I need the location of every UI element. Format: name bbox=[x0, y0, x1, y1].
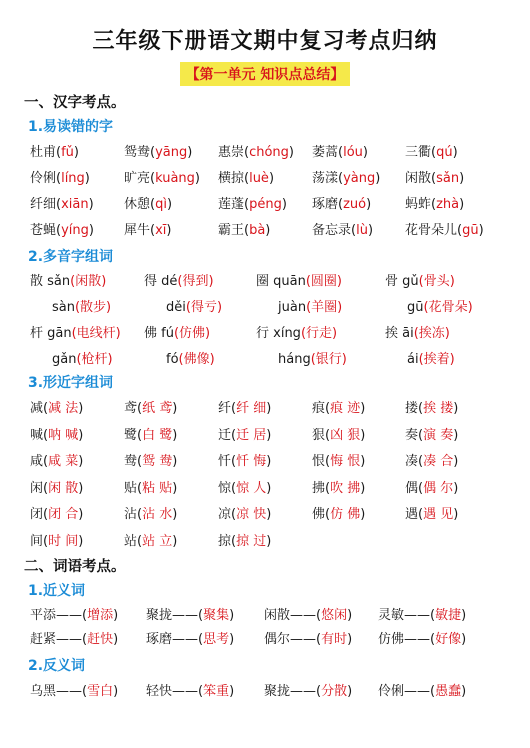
similar-chars-item: 纤(纤 细) bbox=[218, 401, 272, 416]
easy-misread-item: 杜甫(fǔ) bbox=[30, 145, 79, 160]
polyphonic-item: 杆 gān(电线杆) bbox=[30, 326, 121, 341]
section-heading-words: 二、词语考点。 bbox=[24, 559, 126, 575]
subheading-easy-misread: 1.易读错的字 bbox=[28, 119, 114, 135]
similar-chars-item: 咸(咸 菜) bbox=[30, 454, 84, 469]
similar-chars-item: 沾(沾 水) bbox=[124, 507, 178, 522]
antonym-item: 伶俐——(愚蠢) bbox=[378, 684, 467, 699]
synonym-item: 聚拢——(聚集) bbox=[146, 608, 235, 623]
polyphonic-item: děi(得亏) bbox=[166, 300, 223, 315]
similar-chars-item: 喊(呐 喊) bbox=[30, 427, 84, 443]
similar-chars-item: 惊(惊 人) bbox=[218, 480, 272, 496]
similar-chars-item: 遇(遇 见) bbox=[405, 507, 459, 522]
polyphonic-item: 挨 āi(挨冻) bbox=[385, 326, 450, 341]
easy-misread-item: 横掠(luè) bbox=[218, 171, 275, 186]
easy-misread-item: 休憩(qì) bbox=[124, 197, 173, 212]
similar-chars-item: 鸢(纸 鸢) bbox=[124, 401, 178, 416]
easy-misread-item: 犀牛(xī) bbox=[124, 223, 172, 238]
polyphonic-item: fó(佛像) bbox=[166, 352, 215, 367]
similar-chars-item: 凉(凉 快) bbox=[218, 507, 272, 522]
similar-chars-item: 鹭(白 鹭) bbox=[124, 427, 178, 443]
easy-misread-item: 鸳鸯(yāng) bbox=[124, 145, 193, 160]
synonym-item: 赶紧——(赶快) bbox=[30, 632, 119, 647]
page-title: 三年级下册语文期中复习考点归纳 bbox=[92, 29, 438, 54]
easy-misread-item: 萎蒿(lóu) bbox=[312, 145, 368, 160]
similar-chars-item: 间(时 间) bbox=[30, 533, 84, 549]
similar-chars-item: 闭(闭 合) bbox=[30, 507, 84, 522]
polyphonic-item: 散 sǎn(闲散) bbox=[30, 274, 107, 289]
similar-chars-item: 恨(悔 恨) bbox=[312, 454, 366, 469]
subheading-synonyms: 1.近义词 bbox=[28, 583, 86, 599]
similar-chars-item: 狠(凶 狠) bbox=[312, 427, 366, 443]
polyphonic-item: 佛 fú(仿佛) bbox=[144, 326, 211, 341]
easy-misread-item: 闲散(sǎn) bbox=[405, 171, 465, 186]
polyphonic-item: háng(银行) bbox=[278, 352, 347, 367]
similar-chars-item: 减(减 法) bbox=[30, 401, 84, 416]
similar-chars-item: 拂(吹 拂) bbox=[312, 480, 366, 496]
polyphonic-item: 圈 quān(圆圈) bbox=[256, 274, 342, 289]
easy-misread-item: 苍蝇(yíng) bbox=[30, 223, 94, 238]
subheading-similar-chars: 3.形近字组词 bbox=[28, 375, 114, 391]
subtitle-banner bbox=[0, 62, 530, 86]
similar-chars-item: 忏(忏 悔) bbox=[218, 454, 272, 469]
easy-misread-item: 蚂蚱(zhà) bbox=[405, 197, 465, 212]
polyphonic-item: gū(花骨朵) bbox=[407, 300, 473, 315]
synonym-item: 琢磨——(思考) bbox=[146, 632, 235, 647]
easy-misread-item: 旷亮(kuàng) bbox=[124, 171, 200, 186]
antonym-item: 乌黑——(雪白) bbox=[30, 684, 119, 699]
antonym-item: 聚拢——(分散) bbox=[264, 684, 353, 699]
polyphonic-item: gǎn(枪杆) bbox=[52, 352, 113, 367]
similar-chars-item: 闲(闲 散) bbox=[30, 480, 84, 496]
synonym-item: 灵敏——(敏捷) bbox=[378, 608, 467, 623]
similar-chars-item: 偶(偶 尔) bbox=[405, 480, 459, 496]
similar-chars-item: 佛(仿 佛) bbox=[312, 507, 366, 522]
subheading-polyphonic: 2.多音字组词 bbox=[28, 249, 114, 265]
polyphonic-item: 骨 gǔ(骨头) bbox=[385, 274, 455, 289]
similar-chars-item: 贴(粘 贴) bbox=[124, 480, 178, 496]
polyphonic-item: juàn(羊圈) bbox=[278, 300, 343, 315]
similar-chars-item: 痕(痕 迹) bbox=[312, 401, 366, 416]
synonym-item: 平添——(增添) bbox=[30, 608, 119, 623]
polyphonic-item: 行 xíng(行走) bbox=[256, 326, 338, 341]
polyphonic-item: ái(挨着) bbox=[407, 352, 455, 367]
polyphonic-item: 得 dé(得到) bbox=[144, 274, 214, 289]
easy-misread-item: 三衢(qú) bbox=[405, 145, 458, 160]
subtitle: 【第一单元 知识点总结】 bbox=[180, 62, 351, 86]
synonym-item: 偶尔——(有时) bbox=[264, 632, 353, 647]
similar-chars-item: 奏(演 奏) bbox=[405, 427, 459, 443]
easy-misread-item: 伶俐(líng) bbox=[30, 171, 90, 186]
synonym-item: 仿佛——(好像) bbox=[378, 632, 467, 647]
easy-misread-item: 花骨朵儿(gū) bbox=[405, 223, 484, 238]
similar-chars-item: 鸯(鸳 鸯) bbox=[124, 454, 178, 469]
similar-chars-item: 凑(凑 合) bbox=[405, 454, 459, 469]
easy-misread-item: 荡漾(yàng) bbox=[312, 171, 381, 186]
subheading-antonyms: 2.反义词 bbox=[28, 658, 86, 674]
similar-chars-item: 搂(挨 搂) bbox=[405, 401, 459, 416]
similar-chars-item: 迁(迁 居) bbox=[218, 427, 272, 443]
easy-misread-item: 纤细(xiān) bbox=[30, 197, 94, 212]
polyphonic-item: sàn(散步) bbox=[52, 300, 112, 315]
synonym-item: 闲散——(悠闲) bbox=[264, 608, 353, 623]
easy-misread-item: 琢磨(zuó) bbox=[312, 197, 372, 212]
easy-misread-item: 霸王(bà) bbox=[218, 223, 271, 238]
antonym-item: 轻快——(笨重) bbox=[146, 684, 235, 699]
section-heading-hanzi: 一、汉字考点。 bbox=[24, 95, 126, 111]
easy-misread-item: 备忘录(lù) bbox=[312, 223, 374, 238]
easy-misread-item: 惠崇(chóng) bbox=[218, 145, 294, 160]
similar-chars-item: 站(站 立) bbox=[124, 533, 178, 549]
similar-chars-item: 掠(掠 过) bbox=[218, 533, 272, 549]
easy-misread-item: 莲蓬(péng) bbox=[218, 197, 287, 212]
